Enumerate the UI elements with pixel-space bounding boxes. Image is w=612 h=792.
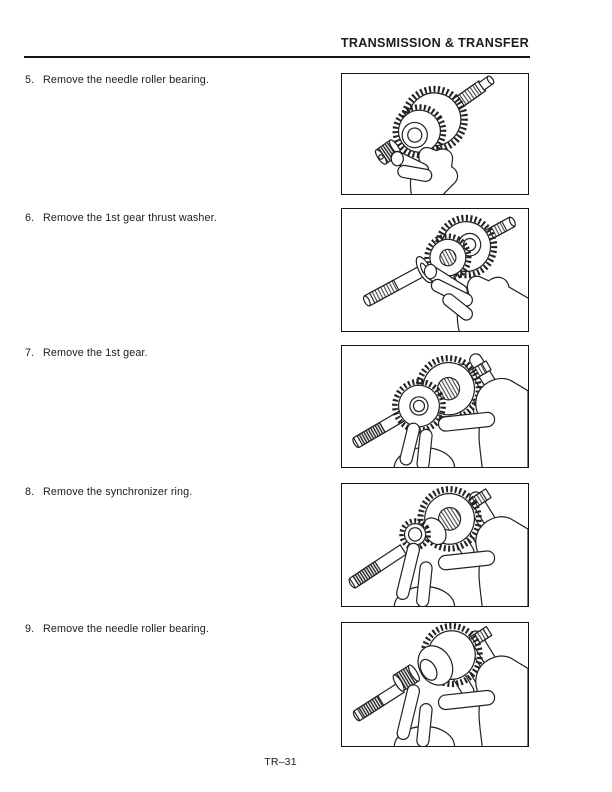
step-number: 7. [25, 347, 35, 359]
figure-box-step7 [341, 345, 529, 468]
step-number: 9. [25, 623, 35, 635]
step-text: Remove the needle roller bearing. [43, 74, 209, 86]
step-item [25, 623, 209, 635]
step-text: Remove the 1st gear thrust washer. [43, 212, 217, 224]
step-number: 8. [25, 486, 35, 498]
step-text: Remove the synchronizer ring. [43, 486, 193, 498]
step-item [25, 486, 192, 498]
step-item [25, 347, 148, 359]
step-item [25, 74, 209, 86]
step-item [25, 212, 217, 224]
step-text: Remove the 1st gear. [43, 347, 148, 359]
page-number: TR–31 [264, 756, 297, 768]
needle-bearing-removal-illustration [342, 623, 528, 746]
first-gear-removal-illustration [342, 346, 528, 467]
step-text: Remove the needle roller bearing. [43, 623, 209, 635]
header-rule [24, 56, 530, 58]
page-title: TRANSMISSION & TRANSFER [340, 36, 529, 50]
synchronizer-ring-removal-illustration [342, 484, 528, 606]
figure-box-step9 [341, 622, 529, 747]
figure-box-step5 [341, 73, 529, 195]
step-number: 5. [25, 74, 35, 86]
figure-box-step6 [341, 208, 529, 332]
figure-box-step8 [341, 483, 529, 607]
thrust-washer-removal-illustration [342, 209, 528, 331]
step-number: 6. [25, 212, 35, 224]
gear-shaft-bearing-removal-illustration [342, 74, 528, 194]
